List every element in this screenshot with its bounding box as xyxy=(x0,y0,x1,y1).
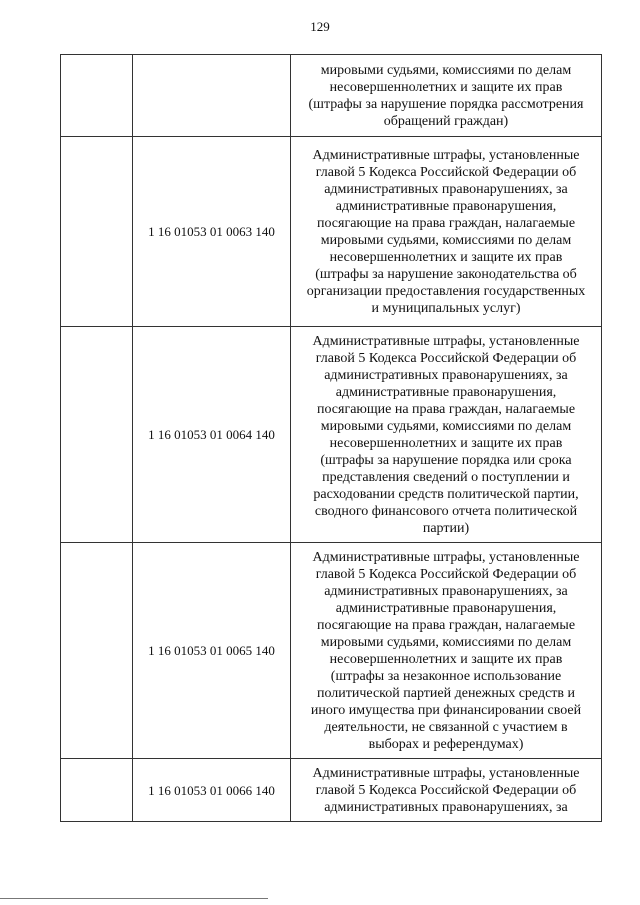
description-line: и муниципальных услуг) xyxy=(371,300,521,316)
description-line: (штрафы за незаконное использование xyxy=(330,668,562,684)
row-empty-cell xyxy=(61,55,133,137)
budget-code-cell xyxy=(133,55,291,137)
description-line: (штрафы за нарушение законодательства об xyxy=(315,266,577,282)
table-row xyxy=(61,327,602,543)
description-line: (штрафы за нарушение порядка рассмотрения xyxy=(308,96,584,112)
budget-code-cell: 1 16 01053 01 0063 140 xyxy=(133,137,291,327)
description-line: административных правонарушениях, за xyxy=(324,181,568,197)
description-cell xyxy=(291,543,602,759)
description-line: главой 5 Кодекса Российской Федерации об xyxy=(315,782,577,798)
description-line: административные правонарушения, xyxy=(335,384,557,400)
description-line: мировыми судьями, комиссиями по делам xyxy=(320,634,572,650)
description-line: выборах и референдумах) xyxy=(368,736,524,752)
budget-code-cell: 1 16 01053 01 0064 140 xyxy=(133,327,291,543)
row-empty-cell xyxy=(61,327,133,543)
description-line: административных правонарушениях, за xyxy=(324,367,568,383)
description-line: административные правонарушения, xyxy=(335,198,557,214)
description-line: иного имущества при финансировании своей xyxy=(310,702,582,718)
description-line: мировыми судьями, комиссиями по делам xyxy=(320,62,572,78)
description-cell xyxy=(291,137,602,327)
description-line: административных правонарушениях, за xyxy=(324,583,568,599)
description-line: (штрафы за нарушение порядка или срока xyxy=(320,452,572,468)
row-empty-cell xyxy=(61,543,133,759)
budget-code-cell: 1 16 01053 01 0066 140 xyxy=(133,759,291,822)
description-cell xyxy=(291,759,602,822)
description-line: мировыми судьями, комиссиями по делам xyxy=(320,418,572,434)
description-line: несовершеннолетних и защите их прав xyxy=(329,435,563,451)
description-line: главой 5 Кодекса Российской Федерации об xyxy=(315,350,577,366)
description-line: Административные штрафы, установленные xyxy=(312,549,580,565)
description-line: организации предоставления государственных xyxy=(306,283,586,299)
description-line: Административные штрафы, установленные xyxy=(312,333,580,349)
description-line: Административные штрафы, установленные xyxy=(312,147,580,163)
budget-codes-table xyxy=(60,54,602,822)
description-line: главой 5 Кодекса Российской Федерации об xyxy=(315,566,577,582)
description-line: главой 5 Кодекса Российской Федерации об xyxy=(315,164,577,180)
description-line: административные правонарушения, xyxy=(335,600,557,616)
description-line: посягающие на права граждан, налагаемые xyxy=(316,401,576,417)
description-line: партии) xyxy=(422,520,470,536)
table-row xyxy=(61,55,602,137)
description-line: сводного финансового отчета политической xyxy=(314,503,578,519)
description-line: политической партией денежных средств и xyxy=(316,685,576,701)
description-line: представления сведений о поступлении и xyxy=(322,469,570,485)
description-line: посягающие на права граждан, налагаемые xyxy=(316,617,576,633)
description-line: несовершеннолетних и защите их прав xyxy=(329,249,563,265)
description-cell xyxy=(291,55,602,137)
description-line: административных правонарушениях, за xyxy=(324,799,568,815)
description-line: несовершеннолетних и защите их прав xyxy=(329,79,563,95)
table-row xyxy=(61,137,602,327)
description-line: обращений граждан) xyxy=(383,113,509,129)
row-empty-cell xyxy=(61,137,133,327)
description-line: несовершеннолетних и защите их прав xyxy=(329,651,563,667)
description-line: мировыми судьями, комиссиями по делам xyxy=(320,232,572,248)
description-line: Административные штрафы, установленные xyxy=(312,765,580,781)
row-empty-cell xyxy=(61,759,133,822)
description-line: деятельности, не связанной с участием в xyxy=(324,719,568,735)
description-cell xyxy=(291,327,602,543)
budget-code-cell: 1 16 01053 01 0065 140 xyxy=(133,543,291,759)
table-row xyxy=(61,543,602,759)
table-row xyxy=(61,759,602,822)
description-line: посягающие на права граждан, налагаемые xyxy=(316,215,576,231)
footer-divider xyxy=(0,898,268,899)
description-line: расходовании средств политической партии, xyxy=(313,486,579,502)
page-number: 129 xyxy=(310,19,330,34)
